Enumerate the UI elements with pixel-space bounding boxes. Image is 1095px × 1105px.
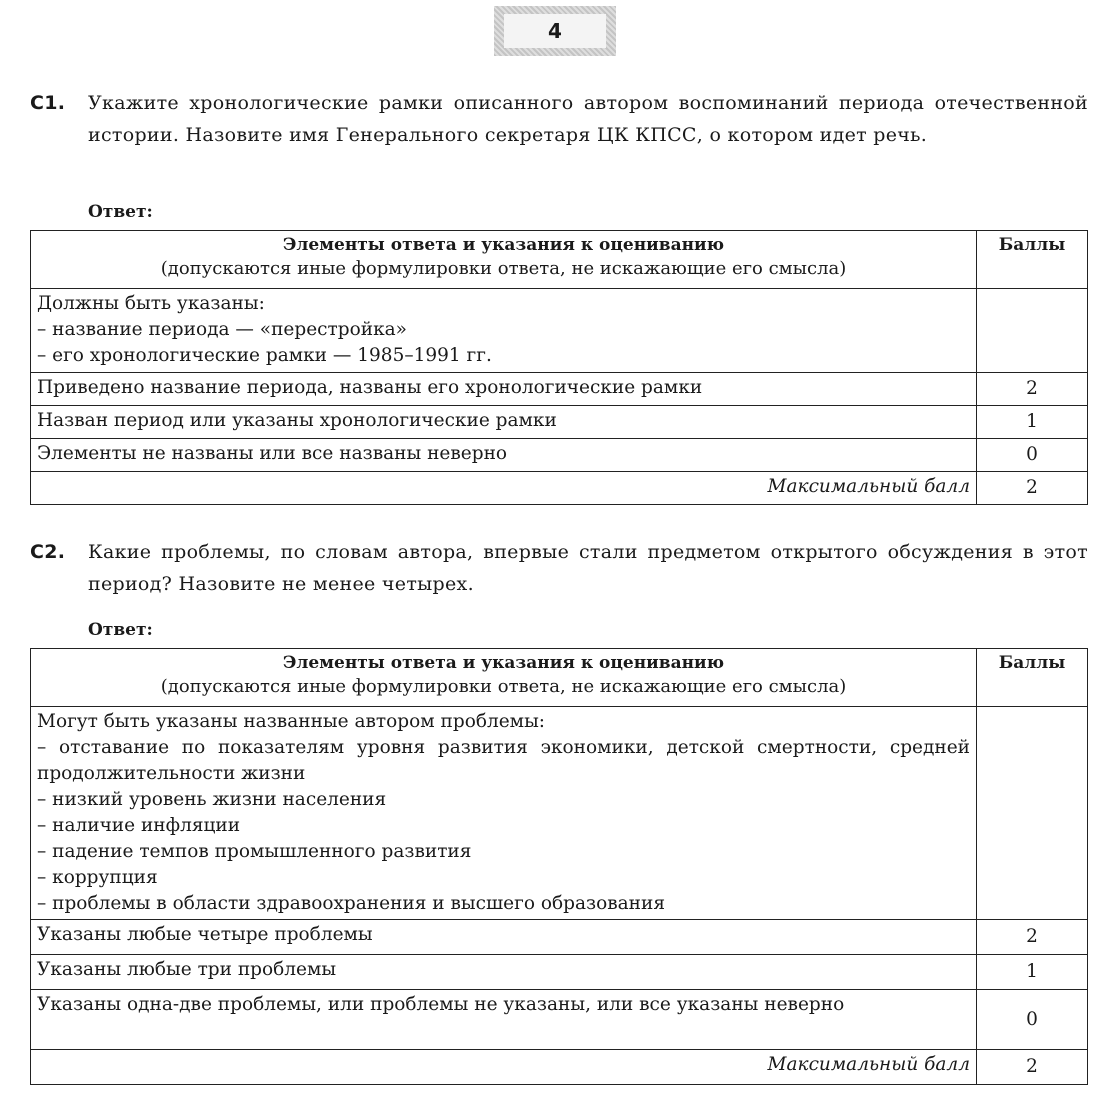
content-line: – название периода — «перестройка»: [37, 319, 407, 340]
table-row: [31, 439, 1088, 472]
question-c1-text: Укажите хронологические рамки описанного автором воспоминаний периода отечественной истории. Назовите имя Генерального секретаря ЦК КПСС, о котором идет речь.: [88, 92, 1088, 146]
content-line: – проблемы в области здравоохранения и высшего образования: [37, 893, 665, 914]
max-score-value: 2: [977, 472, 1088, 505]
row-text: Назван период или указаны хронологические рамки: [31, 406, 977, 439]
answer-label-c1: Ответ:: [88, 202, 153, 222]
table-header-score: Баллы: [977, 649, 1088, 707]
grading-table-c2: [30, 648, 1088, 1085]
row-text: Указаны любые три проблемы: [31, 955, 977, 990]
content-line: – наличие инфляции: [37, 815, 241, 836]
content-row: [31, 289, 1088, 373]
table-row: [31, 990, 1088, 1050]
table-row: [31, 406, 1088, 439]
header-main: Элементы ответа и указания к оцениванию: [282, 235, 725, 255]
table-header-row: [31, 231, 1088, 289]
table-row: [31, 373, 1088, 406]
content-line: – падение темпов промышленного развития: [37, 841, 472, 862]
header-sub: (допускаются иные формулировки ответа, не искажающие его смысла): [160, 676, 847, 697]
content-row: [31, 707, 1088, 920]
header-main: Элементы ответа и указания к оцениванию: [282, 653, 725, 673]
row-text: Элементы не названы или все названы неверно: [31, 439, 977, 472]
max-score-label: Максимальный балл: [31, 472, 977, 505]
table-header-criteria: [31, 231, 977, 289]
content-line: – отставание по показателям уровня развития экономики, детской смертности, средней продолжительности жизни: [37, 737, 970, 784]
content-line: Могут быть указаны названные автором проблемы:: [37, 711, 546, 732]
question-c2: [30, 536, 1088, 600]
table-header-criteria: [31, 649, 977, 707]
row-score: 2: [977, 373, 1088, 406]
content-line: – низкий уровень жизни населения: [37, 789, 387, 810]
content-cell: [31, 289, 977, 373]
row-score: 1: [977, 955, 1088, 990]
row-text: Указаны любые четыре проблемы: [31, 920, 977, 955]
content-score-cell: [977, 707, 1088, 920]
row-score: 0: [977, 990, 1088, 1050]
grading-table-c1: [30, 230, 1088, 505]
row-score: 2: [977, 920, 1088, 955]
content-cell: [31, 707, 977, 920]
max-score-label: Максимальный балл: [31, 1050, 977, 1085]
table-row: [31, 955, 1088, 990]
content-line: Должны быть указаны:: [37, 293, 265, 314]
page-number-box: [494, 6, 616, 56]
header-sub: (допускаются иные формулировки ответа, не искажающие его смысла): [160, 258, 847, 279]
content-line: – его хронологические рамки — 1985–1991 гг.: [37, 345, 492, 366]
table-row: [31, 920, 1088, 955]
row-score: 1: [977, 406, 1088, 439]
question-c2-label: С2.: [30, 541, 66, 563]
table-header-score: Баллы: [977, 231, 1088, 289]
max-score-value: 2: [977, 1050, 1088, 1085]
content-score-cell: [977, 289, 1088, 373]
question-c2-text: Какие проблемы, по словам автора, впервые стали предметом открытого обсуждения в этот период? Назовите не менее четырех.: [88, 541, 1088, 595]
row-text: Указаны одна-две проблемы, или проблемы не указаны, или все указаны неверно: [31, 990, 977, 1050]
max-score-row: [31, 472, 1088, 505]
question-c1-label: С1.: [30, 92, 66, 114]
question-c1: [30, 87, 1088, 151]
row-text: Приведено название периода, названы его хронологические рамки: [31, 373, 977, 406]
max-score-row: [31, 1050, 1088, 1085]
page-number: 4: [504, 14, 606, 48]
table-header-row: [31, 649, 1088, 707]
content-line: – коррупция: [37, 867, 158, 888]
row-score: 0: [977, 439, 1088, 472]
answer-label-c2: Ответ:: [88, 620, 153, 640]
